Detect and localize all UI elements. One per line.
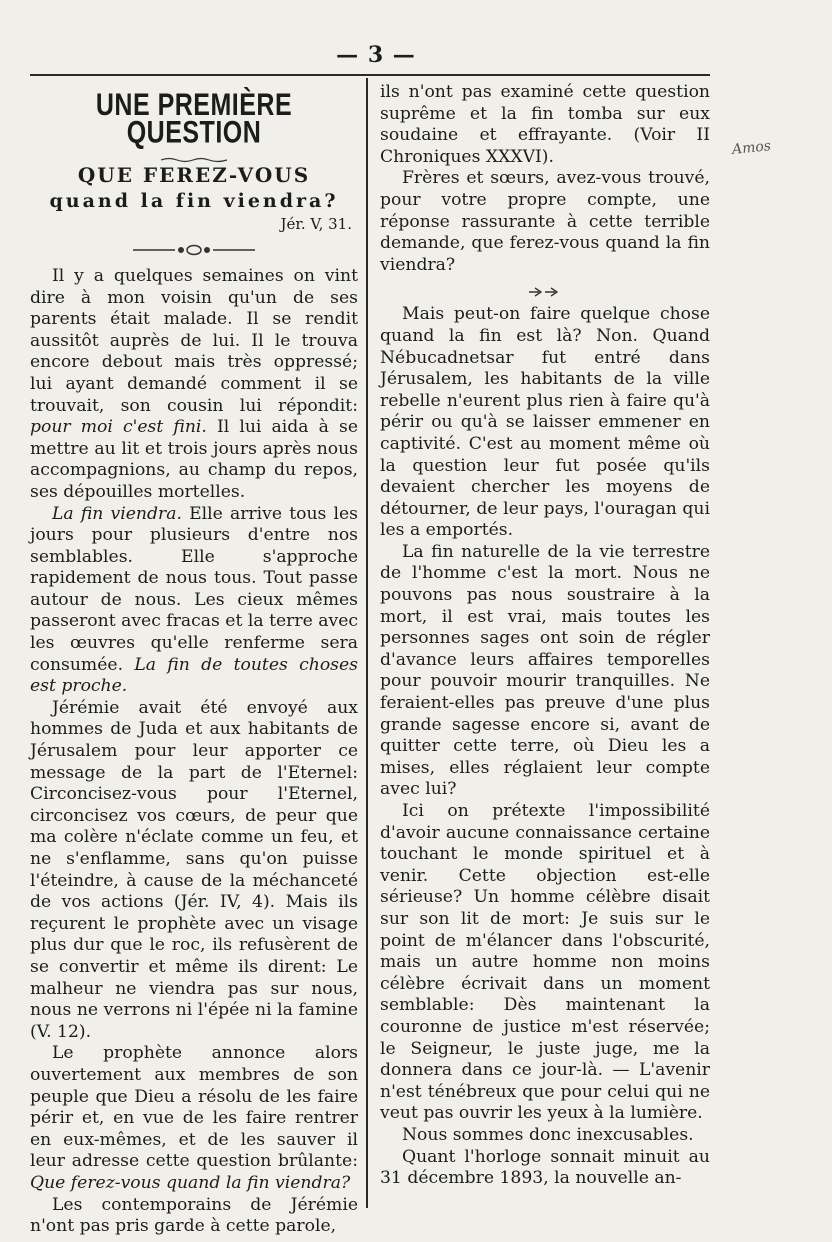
scripture-reference: Jér. V, 31. (280, 215, 352, 234)
article-subtitle-line2: quand la fin viendra? (49, 189, 339, 212)
paragraph: Frères et sœurs, avez-vous trouvé, pour votre propre compte, une réponse rassurante à cette terrible demande, que ferez-vous quand la fin viendra? (380, 168, 710, 275)
paragraph: Il y a quelques semaines on vint dire à mon voisin qu'un de ses parents était malade. Il se rendit aussitôt auprès de lui. Il le trouva encore debout mais très oppressé; lui ayant demandé comment il se trouvait, son cousin lui répondit: pour moi c'est fini. Il lui aida à se mettre au lit et trois jours après nous accompagnions, au champ du repos, ses dépouilles mortelles. (30, 265, 358, 502)
paragraph: Quant l'horloge sonnait minuit au 31 décembre 1893, la nouvelle an- (380, 1146, 710, 1189)
margin-note: Amos (731, 138, 772, 158)
paragraph: ils n'ont pas examiné cette question suprême et la fin tomba sur eux soudaine et effrayante. (Voir II Chroniques XXXVI). (380, 82, 710, 167)
article-subtitle: QUE FEREZ-VOUS (77, 163, 311, 188)
right-column (380, 82, 710, 1190)
paragraph: La fin naturelle de la vie terrestre de l'homme c'est la mort. Nous ne pouvons pas nous soustraire à la mort, il est vrai, mais toutes les personnes sages ont soin de régler d'avance leurs affaires temporelles pour pouvoir mourir tranquilles. Ne feraient-elles pas preuve d'une plus grande sagesse encore si, avant de quitter cette terre, où Dieu les a mises, elles réglaient leur compte avec lui? (380, 541, 710, 800)
paragraph: Ici on prétexte l'impossibilité d'avoir aucune connaissance certaine touchant le monde spirituel et à venir. Cette objection est-elle sérieuse? Un homme célèbre disait sur son lit de mort: Je suis sur le point de m'élancer dans l'obscurité, mais un autre homme non moins célèbre écrivait dans un moment semblable: Dès maintenant la couronne de justice m'est réservée; le Seigneur, le juste juge, me la donnera dans ce jour-là. — L'avenir n'est ténébreux que pour celui qui ne veut pas ouvrir les yeux à la lumière. (380, 801, 710, 1124)
section-break-ornament (380, 284, 710, 298)
top-rule (30, 74, 710, 76)
page-number: — 3 — (336, 42, 416, 68)
column-divider (366, 78, 368, 1208)
paragraph: Mais peut-on faire quelque chose quand la fin est là? Non. Quand Nébucadnetsar fut entré dans Jérusalem, les habitants de la ville rebelle n'eurent plus rien à faire qu'à périr ou qu'à se laisser emmener en captivité. C'est au moment même où la question leur fut posée qu'ils devaient chercher les moyens de détourner, de leur pays, l'ouragan qui les a emportés. (380, 304, 710, 541)
section-ornament (30, 242, 358, 256)
paragraph: Le prophète annonce alors ouvertement aux membres de son peuple que Dieu a résolu de les faire périr et, en vue de les faire rentrer en eux-mêmes, et de les sauver il leur adresse cette question brûlante: Que ferez-vous quand la fin viendra? (30, 1043, 358, 1193)
paragraph: Les contemporains de Jérémie n'ont pas pris garde à cette parole, (30, 1194, 358, 1237)
left-column (30, 82, 358, 1238)
title-ornament (30, 149, 358, 157)
paragraph: Jérémie avait été envoyé aux hommes de Juda et aux habitants de Jérusalem pour leur apporter ce message de la part de l'Eternel: Circoncisez-vous pour l'Eternel, circoncisez vos cœurs, de peur que ma colère n'éclate comme un feu, et ne s'enflamme, sans qu'on puisse l'éteindre, à cause de la méchanceté de vos actions (Jér. IV, 4). Mais ils reçurent le prophète avec un visage plus dur que le roc, ils refusèrent de se convertir et même ils dirent: Le malheur ne viendra pas sur nous, nous ne verrons ni l'épée ni la famine (V. 12). (30, 697, 358, 1042)
article-title: UNE PREMIÈRE QUESTION (95, 87, 293, 150)
paragraph: La fin viendra. Elle arrive tous les jours pour plusieurs d'entre nos semblables. Elle s'approche rapidement de nous tous. Tout passe autour de nous. Les cieux mêmes passeront avec fracas et la terre avec les œuvres qu'elle renferme sera consumée. La fin de toutes choses est proche. (30, 503, 359, 697)
paragraph: Nous sommes donc inexcusables. (402, 1124, 694, 1145)
